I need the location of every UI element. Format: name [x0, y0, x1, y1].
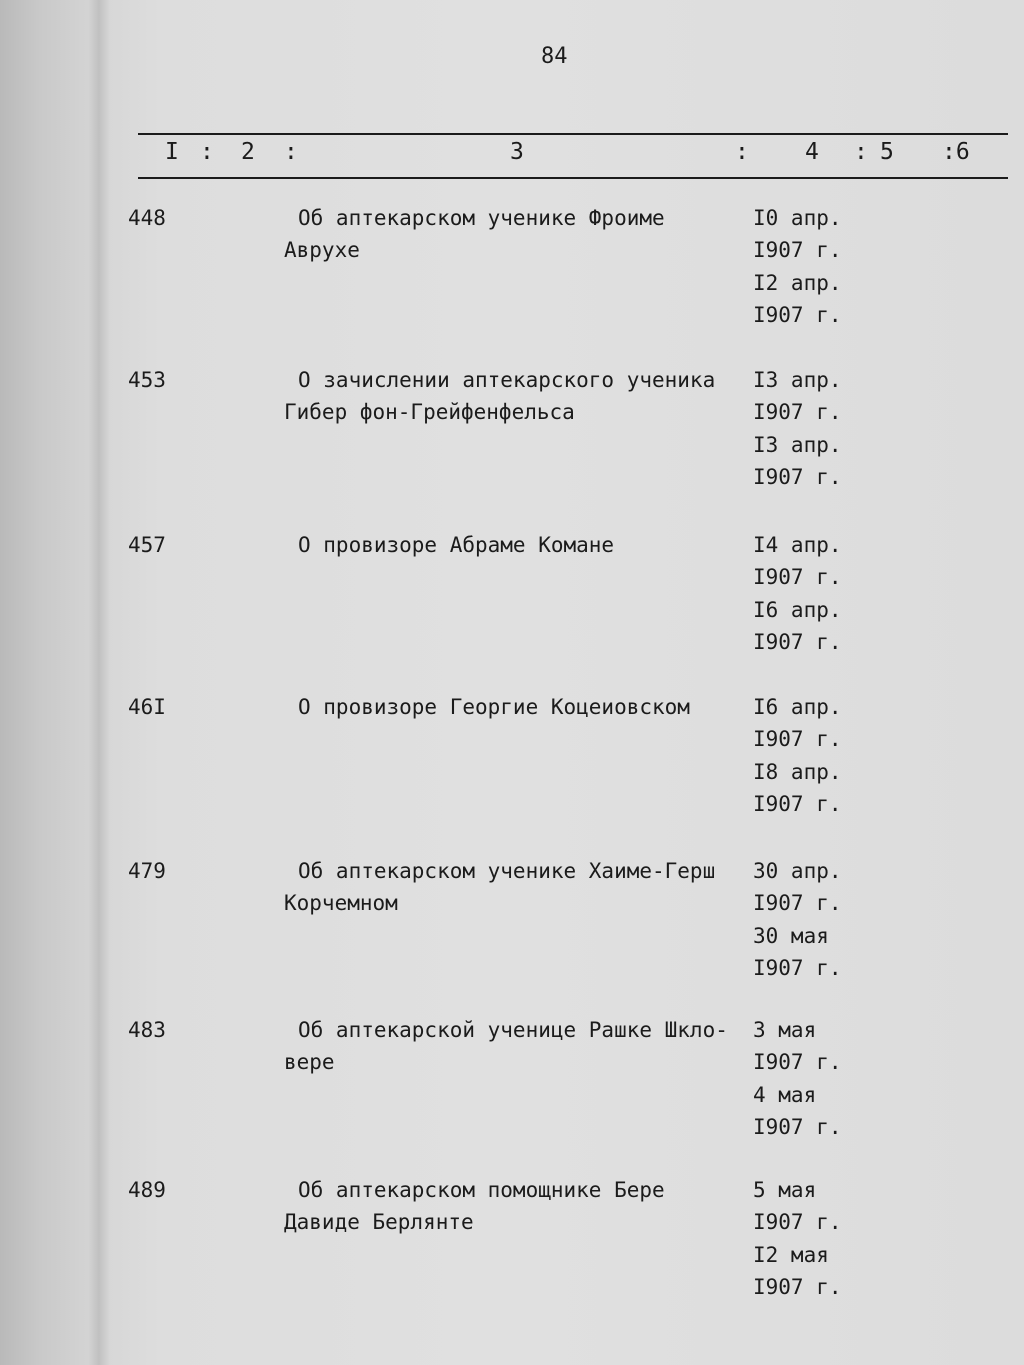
- file-entry: [0, 206, 1024, 356]
- start-date: I0 апр.: [753, 206, 842, 230]
- file-title-line-1: Об аптекарском ученике Фроиме: [298, 206, 665, 230]
- column-header-5: 5: [880, 139, 894, 165]
- column-separator: :: [284, 139, 298, 165]
- start-year: I907 г.: [753, 891, 842, 915]
- end-year: I907 г.: [753, 956, 842, 980]
- start-date: 5 мая: [753, 1178, 817, 1202]
- end-date: 30 мая: [753, 924, 829, 948]
- start-year: I907 г.: [753, 238, 842, 262]
- file-number: 457: [128, 533, 166, 557]
- start-date: 3 мая: [753, 1018, 817, 1042]
- file-title-line-1: Об аптекарском ученике Хаиме-Герш: [298, 859, 716, 883]
- header-bottom-rule: [138, 177, 1008, 179]
- end-year: I907 г.: [753, 1115, 842, 1139]
- file-title-line-2: Аврухе: [284, 238, 360, 262]
- file-title-line-2: вере: [284, 1050, 335, 1074]
- end-date: I8 апр.: [753, 760, 842, 784]
- file-entry: [0, 695, 1024, 845]
- file-number: 453: [128, 368, 166, 392]
- start-year: I907 г.: [753, 1050, 842, 1074]
- start-year: I907 г.: [753, 727, 842, 751]
- file-entry: [0, 533, 1024, 683]
- start-year: I907 г.: [753, 1210, 842, 1234]
- end-year: I907 г.: [753, 630, 842, 654]
- file-number: 46I: [128, 695, 166, 719]
- file-entry: [0, 1018, 1024, 1168]
- column-header-6: :6: [942, 139, 970, 165]
- column-separator: :: [735, 139, 749, 165]
- start-date: I3 апр.: [753, 368, 842, 392]
- end-year: I907 г.: [753, 303, 842, 327]
- file-number: 479: [128, 859, 166, 883]
- file-entry: [0, 1178, 1024, 1328]
- file-title-line-1: Об аптекарской ученице Рашке Шкло-: [298, 1018, 728, 1042]
- end-year: I907 г.: [753, 792, 842, 816]
- file-number: 483: [128, 1018, 166, 1042]
- end-date: 4 мая: [753, 1083, 817, 1107]
- file-title-line-1: О зачислении аптекарского ученика: [298, 368, 716, 392]
- start-year: I907 г.: [753, 400, 842, 424]
- column-header-3: 3: [510, 139, 524, 165]
- column-header-1: I: [165, 139, 179, 165]
- file-entry: [0, 859, 1024, 1009]
- file-title-line-2: Давиде Берлянте: [284, 1210, 474, 1234]
- end-year: I907 г.: [753, 1275, 842, 1299]
- end-date: I6 апр.: [753, 598, 842, 622]
- file-number: 448: [128, 206, 166, 230]
- column-header-4: 4: [805, 139, 819, 165]
- file-number: 489: [128, 1178, 166, 1202]
- file-title-line-1: О провизоре Георгие Коцеиовском: [298, 695, 690, 719]
- end-date: I2 апр.: [753, 271, 842, 295]
- page-number: 84: [541, 44, 568, 69]
- file-title-line-2: Корчемном: [284, 891, 398, 915]
- start-date: 30 апр.: [753, 859, 842, 883]
- file-title-line-1: Об аптекарском помощнике Бере: [298, 1178, 665, 1202]
- start-date: I4 апр.: [753, 533, 842, 557]
- column-separator: :: [200, 139, 214, 165]
- end-date: I2 мая: [753, 1243, 829, 1267]
- start-year: I907 г.: [753, 565, 842, 589]
- column-separator: :: [854, 139, 868, 165]
- start-date: I6 апр.: [753, 695, 842, 719]
- file-entry: [0, 368, 1024, 518]
- end-year: I907 г.: [753, 465, 842, 489]
- file-title-line-2: Гибер фон-Грейфенфельса: [284, 400, 575, 424]
- header-top-rule: [138, 133, 1008, 135]
- file-title-line-1: О провизоре Абраме Комане: [298, 533, 615, 557]
- column-header-2: 2: [241, 139, 255, 165]
- end-date: I3 апр.: [753, 433, 842, 457]
